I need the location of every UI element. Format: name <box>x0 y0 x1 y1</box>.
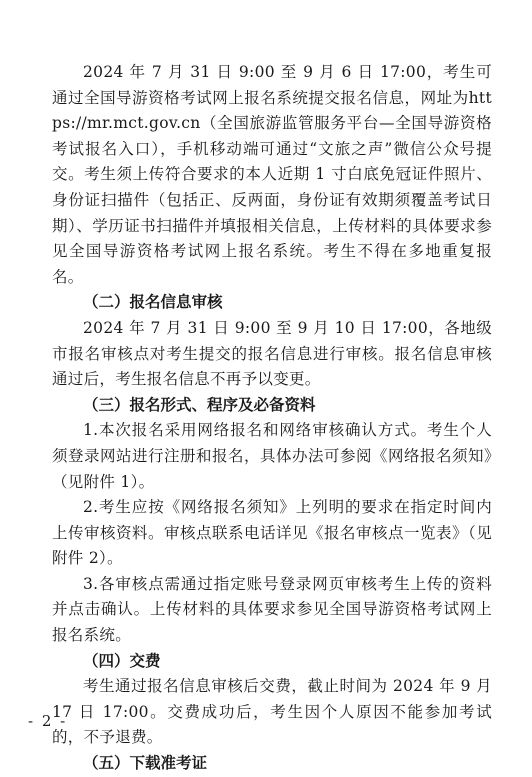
page-number: - 2 - <box>28 712 68 730</box>
paragraph-registration-period: 2024 年 7 月 31 日 9:00 至 9 月 6 日 17:00，考生可通过全国导游资格考试网上报名系统提交报名信息，网址为https://mr.mct.gov.cn（全国旅游监管服务平台—全国导游资格考试报名入口），手机移动端可通过“文旅之声”微信公众号提交。考生须上传符合要求的本人近期 1 寸白底免冠证件照片、身份证扫描件（包括正、反两面，身份证有效期须覆盖考试日期）、学历证书扫描件并填报相关信息，上传材料的具体要求参见全国导游资格考试网上报名系统。考生不得在多地重复报名。 <box>52 63 492 286</box>
paragraph-payment: 考生通过报名信息审核后交费，截止时间为 2024 年 9 月 17 日 17:00。交费成功后，考生因个人原因不能参加考试的，不予退费。 <box>52 677 492 747</box>
document-body <box>52 60 492 777</box>
paragraph-item-3: 3.各审核点需通过指定账号登录网页审核考生上传的资料并点击确认。上传材料的具体要求参见全国导游资格考试网上报名系统。 <box>52 574 492 645</box>
paragraph-item-2: 2.考生应按《网络报名须知》上列明的要求在指定时间内上传审核资料。审核点联系电话详见《报名审核点一览表》（见附件 2）。 <box>52 498 492 568</box>
heading-payment: （四）交费 <box>83 651 161 670</box>
heading-info-review: （二）报名信息审核 <box>83 293 223 312</box>
heading-admission-ticket: （五）下载准考证 <box>83 754 208 773</box>
paragraph-item-1: 1.本次报名采用网络报名和网络审核确认方式。考生个人须登录网站进行注册和报名，具体办法可参阅《网络报名须知》（见附件 1）。 <box>52 421 492 491</box>
heading-registration-procedure: （三）报名形式、程序及必备资料 <box>83 395 316 414</box>
paragraph-review-period: 2024 年 7 月 31 日 9:00 至 9 月 10 日 17:00，各地级市报名审核点对考生提交的报名信息进行审核。报名信息审核通过后，考生报名信息不再予以变更。 <box>52 318 492 389</box>
